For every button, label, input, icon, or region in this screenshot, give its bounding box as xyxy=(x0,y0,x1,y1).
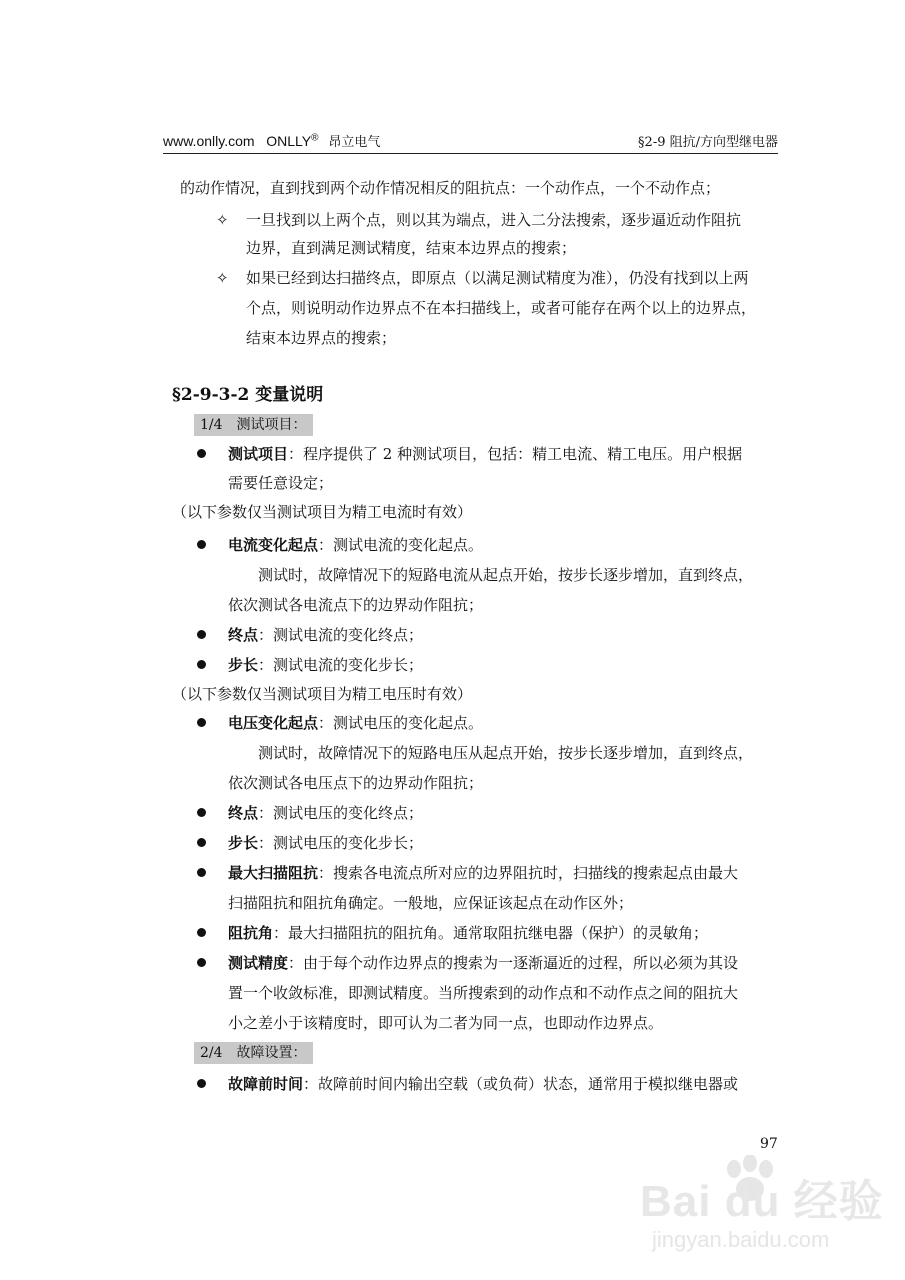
bullet-icon xyxy=(197,958,206,967)
registered-mark: ® xyxy=(311,132,319,144)
term: 电流变化起点 xyxy=(228,536,319,554)
subsection-tag: 1/4 测试项目： xyxy=(194,414,313,436)
text-line: 小之差小于该精度时，即可认为二者为同一点，也即动作边界点。 xyxy=(228,1014,664,1032)
term: 电压变化起点 xyxy=(228,714,319,732)
diamond-bullet-icon: ✧ xyxy=(216,211,229,229)
text-line: 测试时，故障情况下的短路电压从起点开始，按步长逐步增加，直到终点， xyxy=(258,744,754,762)
note-line: （以下参数仅当测试项目为精工电压时有效） xyxy=(172,685,473,703)
text-line: 个点，则说明动作边界点不在本扫描线上，或者可能存在两个以上的边界点， xyxy=(246,299,757,317)
term-desc: ：测试电压的变化终点； xyxy=(258,804,424,822)
term-desc: ：测试电压的变化起点。 xyxy=(318,714,484,732)
bullet-item xyxy=(228,833,423,853)
text-line: 测试时，故障情况下的短路电流从起点开始，按步长逐步增加，直到终点， xyxy=(258,566,754,584)
watermark-logo: Bai du 经验 xyxy=(640,1177,884,1226)
term-desc: ：程序提供了 2 种测试项目，包括：精工电流、精工电压。用户根据 xyxy=(288,445,743,463)
diamond-bullet-icon: ✧ xyxy=(216,269,229,287)
watermark xyxy=(640,1155,890,1270)
bullet-item xyxy=(228,444,742,464)
subsection-tag: 2/4 故障设置： xyxy=(194,1042,313,1064)
term: 最大扫描阻抗 xyxy=(228,864,319,882)
section-title: §2-9 阻抗/方向型继电器 xyxy=(638,135,778,150)
term: 故障前时间 xyxy=(228,1075,304,1093)
website-link[interactable]: www.onlly.com xyxy=(163,133,255,149)
text-line: 的动作情况，直到找到两个动作情况相反的阻抗点：一个动作点，一个不动作点； xyxy=(180,179,721,197)
bullet-item xyxy=(228,625,423,645)
term-desc: ：最大扫描阻抗的阻抗角。通常取阻抗继电器（保护）的灵敏角； xyxy=(273,924,709,942)
text-line: 结束本边界点的搜索； xyxy=(246,329,397,347)
bullet-item xyxy=(228,863,738,883)
bullet-icon xyxy=(197,1079,206,1088)
brand-name: ONLLY xyxy=(266,133,312,149)
page-number: 97 xyxy=(760,1136,778,1152)
term-desc: ：测试电压的变化步长； xyxy=(258,834,424,852)
bullet-icon xyxy=(197,838,206,847)
text-line: 需要任意设定； xyxy=(228,474,334,492)
text-line: 扫描阻抗和阻抗角确定。一般地，应保证该起点在动作区外； xyxy=(228,894,634,912)
company-name: 昂立电气 xyxy=(328,135,381,150)
term-desc: ：测试电流的变化步长； xyxy=(258,656,424,674)
text-line: 如果已经到达扫描终点，即原点（以满足测试精度为准），仍没有找到以上两 xyxy=(246,269,749,287)
note-line: （以下参数仅当测试项目为精工电流时有效） xyxy=(172,503,473,521)
term: 阻抗角 xyxy=(228,924,274,942)
page-header xyxy=(163,128,778,154)
bullet-icon xyxy=(197,660,206,669)
header-left xyxy=(163,131,380,150)
term-desc: ：故障前时间内输出空载（或负荷）状态，通常用于模拟继电器或 xyxy=(303,1075,739,1093)
bullet-item xyxy=(228,953,738,973)
bullet-item xyxy=(228,655,423,675)
text-line: 边界，直到满足测试精度，结束本边界点的搜索； xyxy=(246,239,577,257)
header-rule xyxy=(163,153,778,154)
text-line: 置一个收敛标准，即测试精度。当所搜索到的动作点和不动作点之间的阻抗大 xyxy=(228,984,739,1002)
bullet-icon xyxy=(197,449,206,458)
bullet-icon xyxy=(197,808,206,817)
bullet-icon xyxy=(197,928,206,937)
term: 步长 xyxy=(228,834,259,852)
bullet-icon xyxy=(197,630,206,639)
text-line: 依次测试各电流点下的边界动作阻抗； xyxy=(228,596,484,614)
bullet-item xyxy=(228,713,483,733)
bullet-item xyxy=(228,803,423,823)
section-heading: §2-9-3-2 变量说明 xyxy=(172,385,324,405)
term: 步长 xyxy=(228,656,259,674)
term: 测试精度 xyxy=(228,954,289,972)
term: 终点 xyxy=(228,804,259,822)
bullet-icon xyxy=(197,718,206,727)
term-desc: ：测试电流的变化终点； xyxy=(258,626,424,644)
bullet-icon xyxy=(197,868,206,877)
term-desc: ：搜索各电流点所对应的边界阻抗时，扫描线的搜索起点由最大 xyxy=(318,864,739,882)
watermark-site: jingyan.baidu.com xyxy=(652,1227,830,1252)
bullet-item xyxy=(228,923,708,943)
bullet-icon xyxy=(197,540,206,549)
bullet-item xyxy=(228,535,483,555)
bullet-item xyxy=(228,1074,738,1094)
term-desc: ：由于每个动作边界点的搜索为一逐渐逼近的过程，所以必须为其设 xyxy=(288,954,739,972)
text-line: 依次测试各电压点下的边界动作阻抗； xyxy=(228,774,484,792)
term: 测试项目 xyxy=(228,445,289,463)
term-desc: ：测试电流的变化起点。 xyxy=(318,536,484,554)
term: 终点 xyxy=(228,626,259,644)
text-line: 一旦找到以上两个点，则以其为端点，进入二分法搜索，逐步逼近动作阻抗 xyxy=(246,211,742,229)
